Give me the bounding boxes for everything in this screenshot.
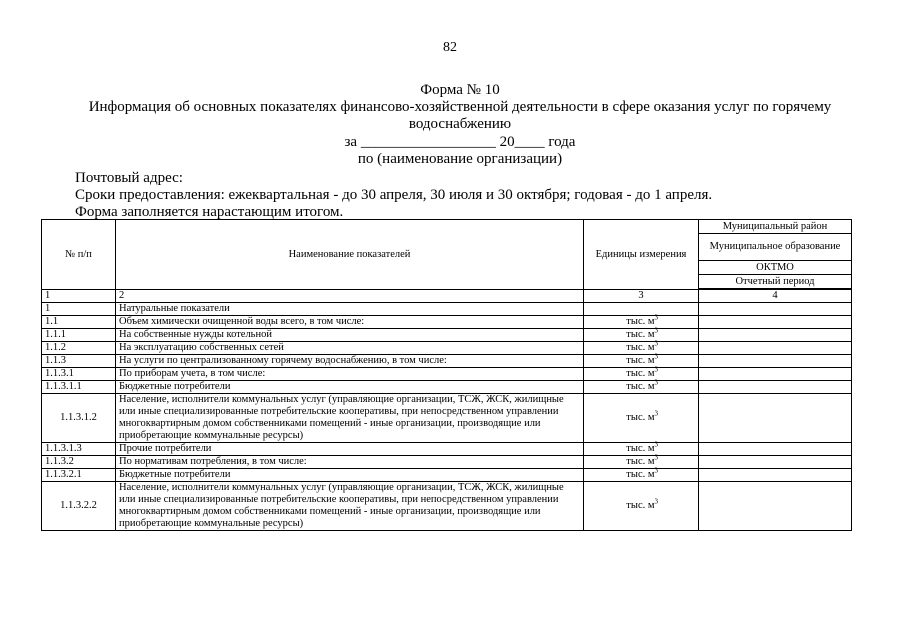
table-row (42, 394, 852, 443)
unit-superscript: 3 (654, 466, 658, 475)
header-district: Муниципальный район (699, 220, 852, 234)
table-row (42, 443, 852, 456)
row-indicator-name: Прочие потребители (116, 443, 584, 456)
period-line: за __________________ 20____ года (344, 134, 576, 150)
row-value-input[interactable] (699, 469, 852, 482)
table-row (42, 316, 852, 329)
table-row (42, 368, 852, 381)
table-header-row (42, 220, 852, 234)
row-number: 1.1.3 (42, 355, 116, 368)
cumulative-note: Форма заполняется нарастающим итогом. (75, 204, 344, 220)
row-indicator-name: Бюджетные потребители (116, 381, 584, 394)
row-value-input[interactable] (699, 355, 852, 368)
page-number: 82 (443, 40, 457, 55)
row-number: 1.1.1 (42, 329, 116, 342)
unit-base: тыс. м (626, 443, 655, 454)
header-unit: Единицы измерения (584, 220, 699, 290)
row-unit (584, 394, 699, 443)
row-unit (584, 378, 699, 394)
row-value-input[interactable] (699, 394, 852, 443)
row-value-input[interactable] (699, 443, 852, 456)
table-row (42, 342, 852, 355)
row-number: 1 (42, 303, 116, 316)
unit-base: тыс. м (626, 456, 655, 467)
row-unit (584, 440, 699, 456)
table-row (42, 469, 852, 482)
row-unit (584, 326, 699, 342)
row-value-input[interactable] (699, 456, 852, 469)
unit-base: тыс. м (626, 355, 655, 366)
header-num: № п/п (42, 220, 116, 290)
row-indicator-name: Натуральные показатели (116, 303, 584, 316)
row-unit (584, 365, 699, 381)
row-value-input[interactable] (699, 342, 852, 355)
header-municipality: Муниципальное образование (699, 234, 852, 261)
row-indicator-name: Население, исполнители коммунальных услуг (управляющие организации, ТСЖ, ЖСК, жилищные или иные специализированные потребительские кооперативы, при непосредственном управлении многоквартирным домом собственниками помещений - иные организации, производящие или приобретающие коммунальные ресурсы) (116, 394, 584, 443)
header-name: Наименование показателей (116, 220, 584, 290)
col-number-1: 1 (42, 290, 116, 303)
row-number: 1.1.3.2.2 (42, 482, 116, 531)
unit-superscript: 3 (654, 453, 658, 462)
form-title: Форма № 10 (420, 82, 500, 98)
col-number-2: 2 (116, 290, 584, 303)
row-number: 1.1.2 (42, 342, 116, 355)
table-row (42, 381, 852, 394)
table-row (42, 329, 852, 342)
unit-base: тыс. м (626, 381, 655, 392)
table-row (42, 303, 852, 316)
unit-superscript: 3 (654, 378, 658, 387)
unit-superscript: 3 (654, 313, 658, 322)
row-unit (584, 313, 699, 329)
table-row (42, 482, 852, 531)
unit-base: тыс. м (626, 469, 655, 480)
indicators-table (41, 219, 852, 531)
unit-superscript: 3 (654, 326, 658, 335)
row-indicator-name: На услуги по централизованному горячему водоснабжению, в том числе: (116, 355, 584, 368)
row-number: 1.1 (42, 316, 116, 329)
row-number: 1.1.3.1 (42, 368, 116, 381)
unit-base: тыс. м (626, 342, 655, 353)
row-number: 1.1.3.1.1 (42, 381, 116, 394)
table-row (42, 355, 852, 368)
row-number: 1.1.3.1.3 (42, 443, 116, 456)
row-unit (584, 466, 699, 482)
row-value-input[interactable] (699, 303, 852, 316)
row-value-input[interactable] (699, 368, 852, 381)
row-indicator-name: По приборам учета, в том числе: (116, 368, 584, 381)
row-indicator-name: По нормативам потребления, в том числе: (116, 456, 584, 469)
unit-superscript: 3 (654, 352, 658, 361)
row-value-input[interactable] (699, 329, 852, 342)
organization-line: по (наименование организации) (357, 151, 563, 167)
deadlines-text: Сроки предоставления: ежеквартальная - до 30 апреля, 30 июля и 30 октября; годовая - до 1 апреля. (75, 187, 713, 203)
row-value-input[interactable] (699, 482, 852, 531)
unit-base: тыс. м (626, 316, 655, 327)
row-unit (584, 482, 699, 531)
table-row (42, 456, 852, 469)
row-unit (584, 453, 699, 469)
row-number: 1.1.3.2.1 (42, 469, 116, 482)
unit-superscript: 3 (654, 339, 658, 348)
row-number: 1.1.3.2 (42, 456, 116, 469)
unit-base: тыс. м (626, 329, 655, 340)
row-indicator-name: Население, исполнители коммунальных услуг (управляющие организации, ТСЖ, ЖСК, жилищные или иные специализированные потребительские кооперативы, при непосредственном управлении многоквартирным домом собственниками помещений - иные организации, производящие или приобретающие коммунальные ресурсы) (116, 482, 584, 531)
row-number: 1.1.3.1.2 (42, 394, 116, 443)
row-unit (584, 339, 699, 355)
row-unit (584, 352, 699, 368)
row-indicator-name: На собственные нужды котельной (116, 329, 584, 342)
row-indicator-name: На эксплуатацию собственных сетей (116, 342, 584, 355)
row-value-input[interactable] (699, 381, 852, 394)
row-indicator-name: Бюджетные потребители (116, 469, 584, 482)
document-title-line2: водоснабжению (408, 116, 512, 132)
row-value-input[interactable] (699, 316, 852, 329)
unit-superscript: 3 (654, 440, 658, 449)
unit-superscript: 3 (654, 365, 658, 374)
unit-base: тыс. м (626, 500, 655, 511)
postal-address-label: Почтовый адрес: (75, 170, 183, 186)
header-oktmo: ОКТМО (699, 261, 852, 275)
document-title-line1: Информация об основных показателях финансово-хозяйственной деятельности в сфере оказания услуг по горячему (88, 99, 832, 115)
unit-superscript: 3 (654, 409, 658, 418)
column-numbers-row (42, 290, 852, 303)
row-indicator-name: Объем химически очищенной воды всего, в том числе: (116, 316, 584, 329)
header-period: Отчетный период (699, 275, 852, 289)
col-number-4: 4 (699, 290, 852, 303)
unit-superscript: 3 (654, 497, 658, 506)
row-unit (584, 303, 699, 316)
unit-base: тыс. м (626, 412, 655, 423)
col-number-3: 3 (584, 290, 699, 303)
unit-base: тыс. м (626, 368, 655, 379)
